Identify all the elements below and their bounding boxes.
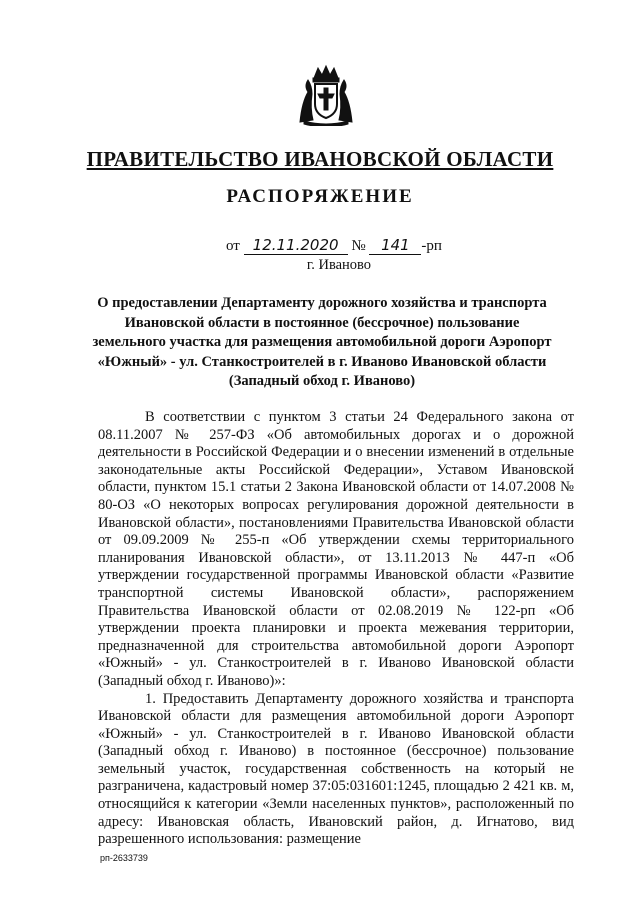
city: г. Иваново [306, 257, 372, 273]
handwritten-number: 141 [369, 236, 421, 255]
document-code: рп-2633739 [100, 853, 148, 863]
preamble-paragraph: В соответствии с пунктом 3 статьи 24 Федерального закона от 08.11.2007 № 257-ФЗ «Об автомобильных дорогах и о дорожной деятельности в Российской Федерации и о внесении изменений в отдельные законодательные акты Российской Федерации», Уставом Ивановской области, пунктом 15.1 статьи 2 Закона Ивановской области от 14.07.2008 № 80-ОЗ «О некоторых вопросах регулирования дорожной деятельности в Ивановской области», постановлениями Правительства Ивановской области от 09.09.2009 № 255-п «Об утверждении схемы территориального планирования Ивановской области», от 13.11.2013 № 447-п «Об утверждении государственной программы Ивановской области «Развитие транспортной системы Ивановской области», распоряжением Правительства Ивановской области от 02.08.2019 № 122-рп «Об утверждении проекта планировки и проекта межевания территории, предназначенной для строительства автомобильной дороги Аэропорт «Южный» - ул. Станкостроителей в г. Иваново Ивановской области (Западный обход г. Иваново)»: [98, 409, 574, 689]
number-suffix: -рп [421, 238, 442, 254]
coat-of-arms-icon [296, 64, 356, 126]
registration-line [226, 236, 442, 255]
number-prefix: № [351, 238, 366, 254]
document-subject: О предоставлении Департаменту дорожного хозяйства и транспорта Ивановской области в постоянное (бессрочное) пользование земельного участка для размещения автомобильной дороги Аэропорт «Южный» - ул. Станкостроителей в г. Иваново Ивановской области (Западный обход г. Иваново) [92, 295, 552, 389]
document-type: РАСПОРЯЖЕНИЕ [226, 186, 414, 207]
document-body [98, 409, 574, 849]
item-1-paragraph: 1. Предоставить Департаменту дорожного хозяйства и транспорта Ивановской области для размещения автомобильной дороги Аэропорт «Южный» - ул. Станкостроителей в г. Иваново Ивановской области (Западный обход г. Иваново) в постоянное (бессрочное) пользование земельный участок, государственная собственность на который не разграничена, кадастровый номер 37:05:031601:1245, площадью 2 421 кв. м, относящийся к категории «Земли населенных пунктов», расположенный по адресу: Ивановская область, Ивановский район, д. Игнатово, вид разрешенного использования: размещение [98, 690, 574, 848]
handwritten-date: 12.11.2020 [244, 236, 348, 255]
organization-title: ПРАВИТЕЛЬСТВО ИВАНОВСКОЙ ОБЛАСТИ [86, 147, 554, 171]
date-prefix: от [226, 238, 240, 254]
